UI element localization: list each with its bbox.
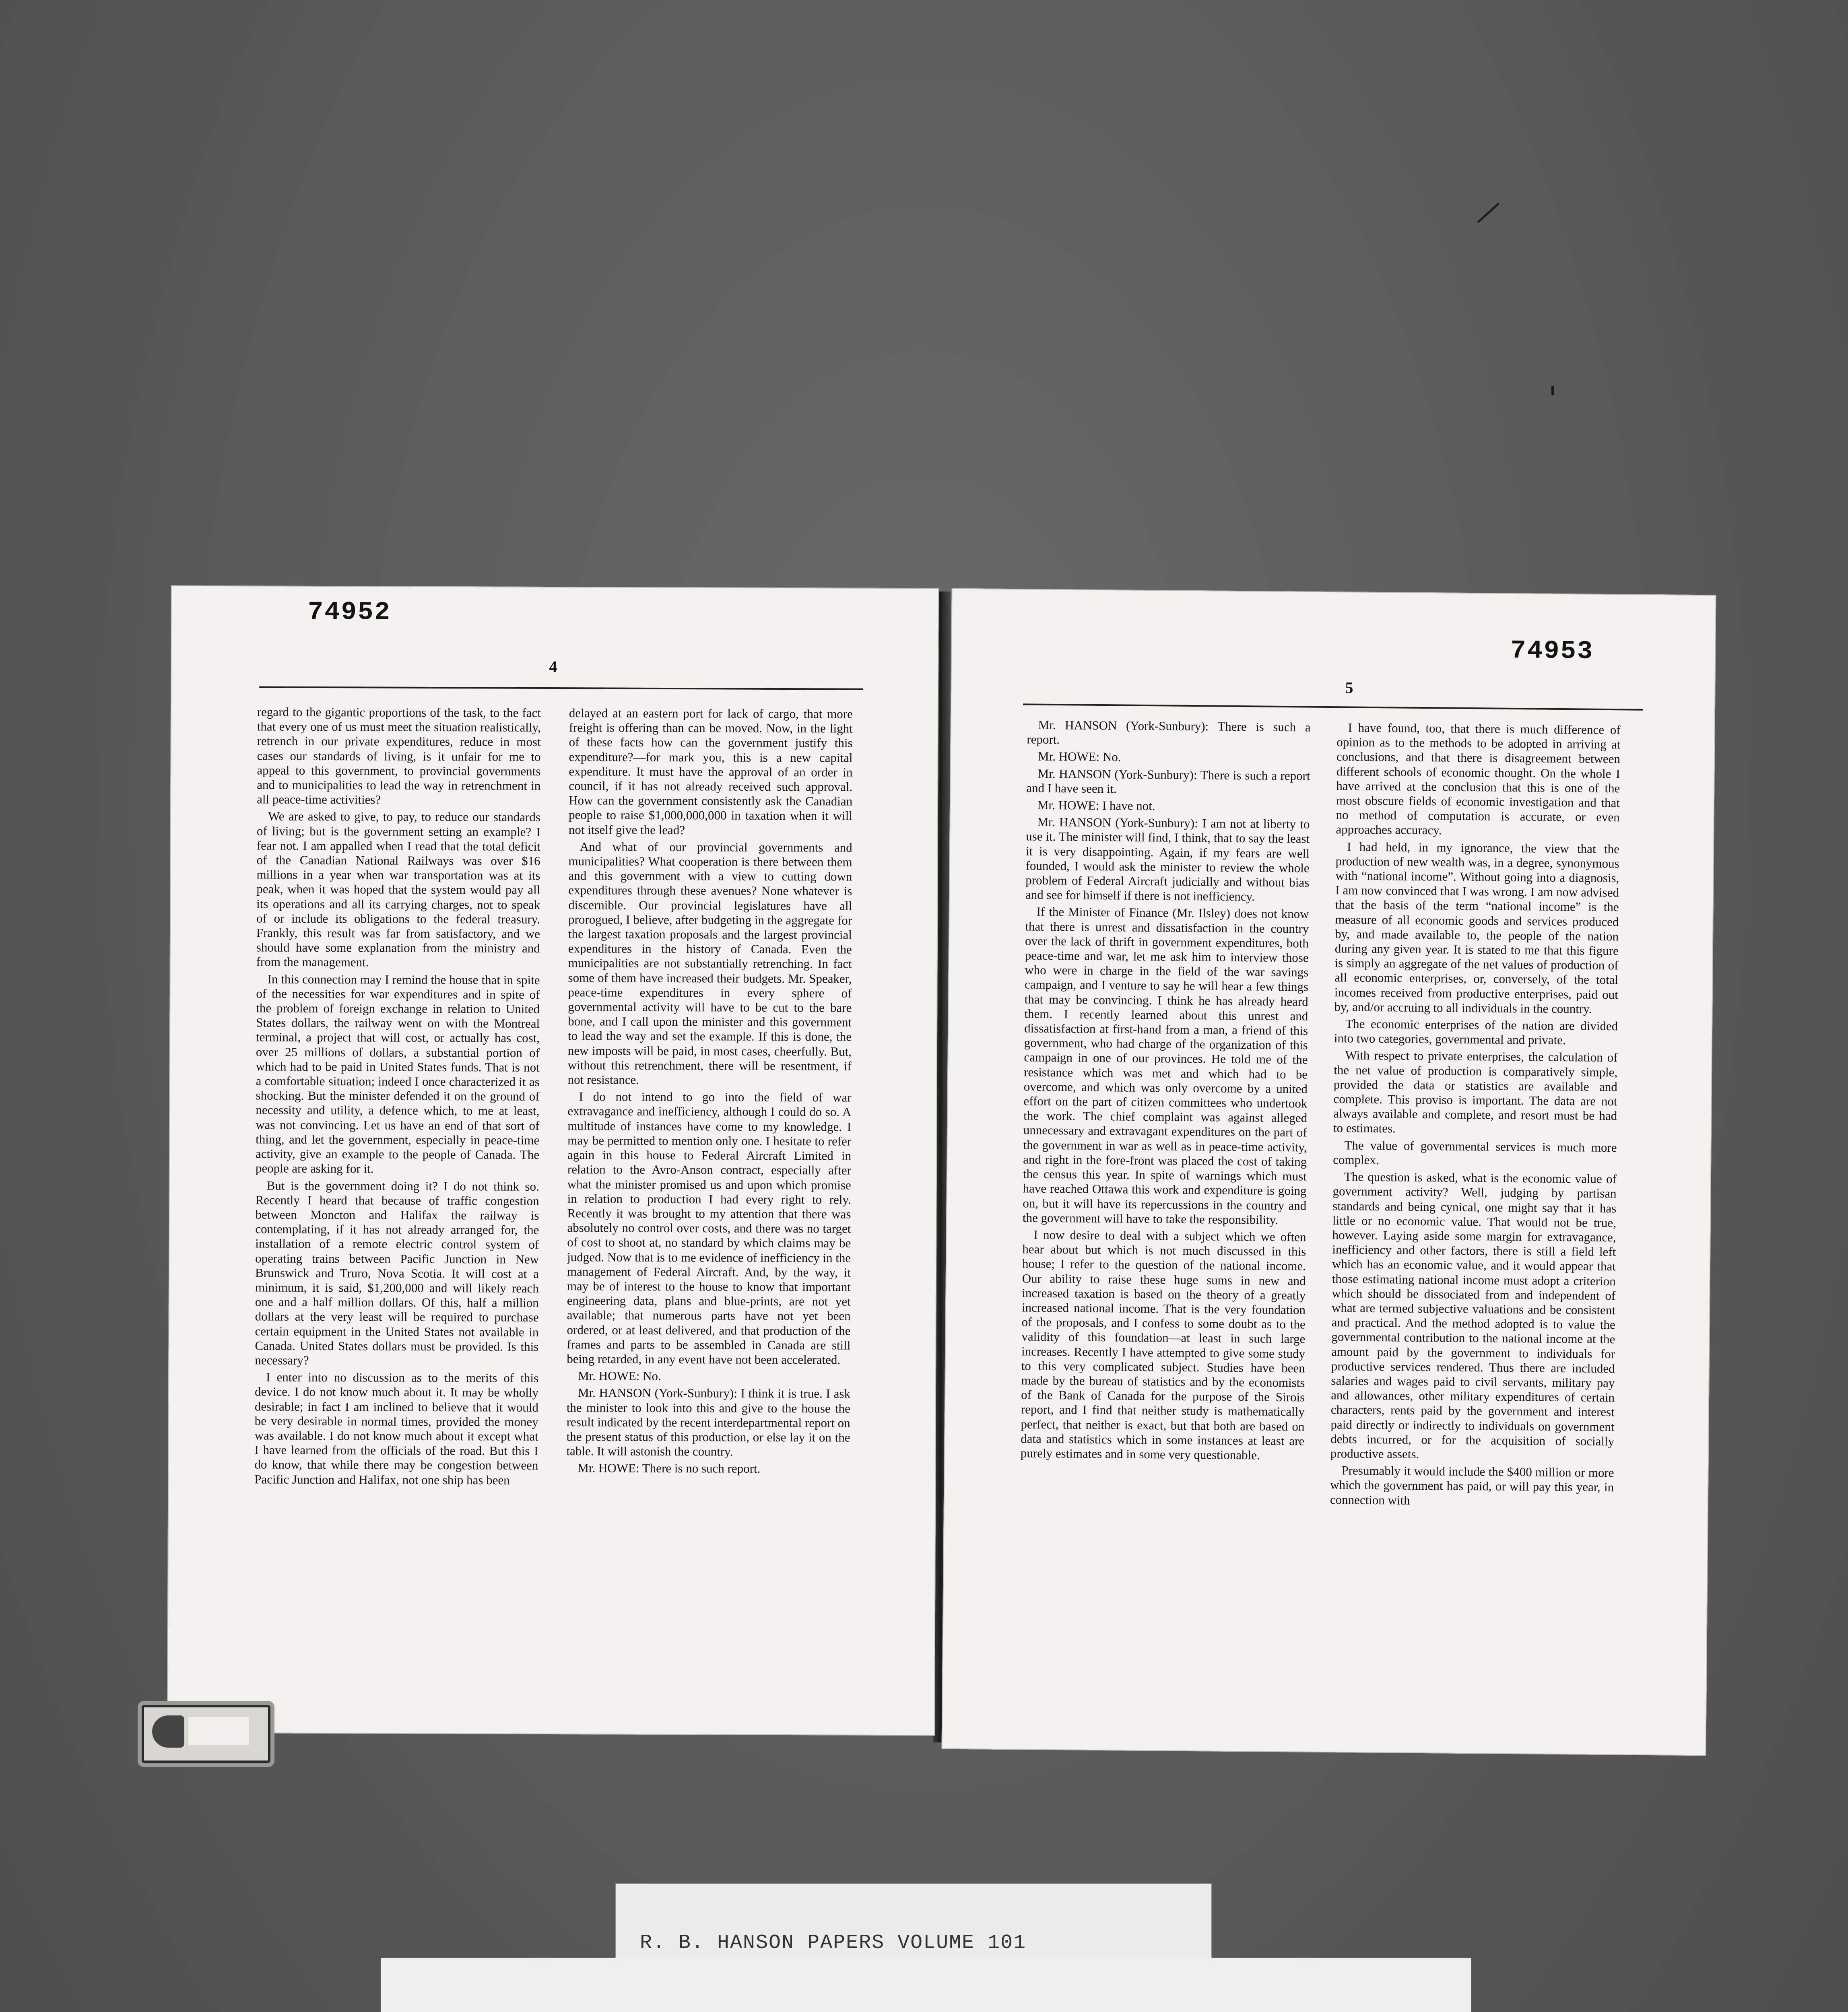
binder-clip — [142, 1705, 270, 1763]
paragraph: Mr. HANSON (York-Sunbury): There is such a report. — [1027, 717, 1311, 747]
page-stamp-number: 74953 — [1510, 636, 1594, 666]
paragraph: I had held, in my ignorance, the view that the production of new wealth was, in a degree, synonymous with “national income”. Without going into a diagnosis, I am now convinced that I was wrong. I am now advised that the basis of the term “national income” is the measure of all economic goods and services produced by, and made available to, the people of the nation during any given year. It is stated to me that this figure is simply an aggregate of the net values of production of all economic enterprises, or, conversely, of the total incomes received from productive enterprises, paid out by, and/or accruing to all individuals in the country. — [1334, 839, 1620, 1016]
page-stamp-number: 74952 — [307, 598, 391, 627]
header-rule — [259, 686, 863, 690]
paragraph: I now desire to deal with a subject which we often hear about but which is not much discussed in this house; I refer to the question of the national income. Our ability to raise these huge sums in new and increased taxation is based on the theory of a greatly increased national income. That is the very foundation of the proposals, and I confess to some doubt as to the validity of this foundation—at least in such large increases. Recently I have attempted to give some study to this very complicated subject. Studies have been made by the bureau of statistics and by the economists of the Bank of Canada for the purpose of the Sirois report, and I find that neither study is mathematically perfect, that neither is exact, but that both are based on data and statistics which in some instances at least are purely estimates and in some very questionable. — [1020, 1227, 1306, 1462]
paragraph: But is the government doing it? I do not think so. Recently I heard that because of traffic congestion between Moncton and Halifax the railway is contemplating, if it has not already arranged for, the installation of a remote electric control system of operating trains between Pacific Junction in New Brunswick and Truro, Nova Scotia. It will cost at a minimum, it is said, $1,200,000 and will likely reach one and a half million dollars. Of this, half a million dollars at the very least will be required to purchase certain equipment in the United States not available in Canada. United States dollars must be provided. Is this necessary? — [255, 1178, 539, 1367]
paragraph: Mr. HOWE: No. — [1037, 749, 1121, 764]
text-column-left — [1018, 717, 1311, 1718]
paragraph: Mr. HANSON (York-Sunbury): I think it is true. I ask the minister to look into this and give to the house the result indicated by the recent interdepartmental report on the present status of this production, or else lay it on the table. It will astonish the country. — [566, 1385, 851, 1459]
paragraph: Mr. HOWE: No. — [578, 1369, 661, 1383]
paragraph: The value of governmental services is much more complex. — [1333, 1138, 1617, 1167]
paragraph: I enter into no discussion as to the merits of this device. I do not know much about it. It may be wholly desirable; in fact I am inclined to believe that it would be very desirable in normal times, provided the money was available. I do not know much about it except what I have learned from the officials of the road. But this I do know, that while there may be congestion between Pacific Junction and Halifax, not one ship has been — [254, 1370, 539, 1487]
paragraph: Mr. HOWE: I have not. — [1037, 798, 1155, 813]
paragraph: The question is asked, what is the economic value of government activity? Well, judging by partisan standards and being cynical, one might say that it has little or no economic value. That would not be true, however. Laying aside some margin for extravagance, inefficiency and other factors, there is still a field left which has an economic value, and it would appear that those estimating national income must adopt a criterion which should be dissociated from and independent of what are termed subjective valuations and be consistent and practical. And the method adopted is to value the governmental contribution to the national income at the amount paid by the government to individuals for productive services rendered. Thus there are included salaries and wages paid to civil servants, military pay and allowances, other military expenditures of certain characters, rents paid by the government and interest paid directly or indirectly to individuals on government debts incurred, or for the acquisition of socially productive assets. — [1330, 1169, 1617, 1461]
clip-highlight — [188, 1717, 249, 1745]
paragraph: Mr. HANSON (York-Sunbury): There is such a report and I have seen it. — [1026, 766, 1310, 796]
paragraph: I do not intend to go into the field of war extravagance and inefficiency, although I could do so. A multitude of instances have come to my knowledge. I may be permitted to mention only one. I hesitate to refer again in this house to Federal Aircraft Limited in relation to the Avro-Anson contract, especially after what the minister promised us and upon which promise in relation to production I had every right to rely. Recently it was brought to my attention that there was absolutely no control over costs, and there was no target of cost to shoot at, no standard by which claims may be judged. Now that is to me evidence of inefficiency in the management of Federal Aircraft. And, by the way, it may be of interest to the house to know that important engineering data, plans and blue-prints, are not yet available; that numerous parts have not yet been ordered, or at least delivered, and that production of the frames and parts to be assembled in Canada are still being retarded, in any event have not been accelerated. — [567, 1089, 852, 1367]
paragraph: We are asked to give, to pay, to reduce our standards of living; but is the government setting an example? I fear not. I am appalled when I read that the total deficit of the Canadian National Railways was over $16 millions in a year when war transportation was at its peak, when it was hoped that the system would pay all its operations and all its carrying charges, not to speak of or include its obligations to the federal treasury. Frankly, this result was far from satisfactory, and we should have some explanation from the ministry and from the management. — [256, 809, 541, 969]
paragraph: regard to the gigantic proportions of the task, to the fact that every one of us must meet the situation realistically, retrench in our private expenditures, reduce in most cases our standards of living, is it unfair for me to appeal to this government, to provincial governments and to municipalities to lead the way in retrenchment in all peace-time activities? — [257, 705, 541, 807]
paragraph: I have found, too, that there is much difference of opinion as to the methods to be adopted in arriving at conclusions, and that there is disagreement between different schools of economic thought. On the whole I have arrived at the conclusion that this is one of the most obscure fields of economic investigation and that no method of computation is accurate, or even approaches accuracy. — [1336, 720, 1621, 837]
clip-shadow — [152, 1715, 184, 1748]
paragraph: delayed at an eastern port for lack of cargo, that more freight is offering than can be moved. Now, in the light of these facts how can the government justify this expenditure?—for mark you, this is a new capital expenditure. It must have the approval of an order in council, if it has not already received such approval. How can the government consistently ask the Canadian people to raise $1,000,000,000 in taxation when it will not itself give the lead? — [568, 706, 853, 837]
collection-label-text: R. B. HANSON PAPERS VOLUME 101 — [640, 1932, 1027, 1954]
right-page — [941, 588, 1716, 1756]
paragraph: Mr. HOWE: There is no such report. — [578, 1461, 761, 1476]
paragraph: In this connection may I remind the house that in spite of the necessities for war expenditures and in spite of the problem of foreign exchange in relation to United States dollars, the railway went on with the Montreal terminal, a project that will cost, or actually has cost, over 25 millions of dollars, a substantial portion of which had to be paid in United States funds. That is not a comfortable situation; indeed I once characterized it as shocking. But the minister defended it on the ground of necessity and utility, a defence which, to me at least, was not convincing. Let us have an end of that sort of thing, and let the government, especially in peace-time activity, give an example to the people of Canada. The people are asking for it. — [255, 972, 540, 1176]
header-rule — [1023, 703, 1643, 710]
paragraph: If the Minister of Finance (Mr. Ilsley) does not know that there is unrest and dissatisfaction in the country over the lack of thrift in government expenditures, both peace-time and war, let me ask him to interview those who were in charge in the field of the war savings campaign, and I venture to say he will hear a few things that may be convincing. I think he has already heard them. I recently learned about this unrest and dissatisfaction at first-hand from a man, a friend of this government, who had charge of the organization of this campaign in one of our provinces. He told me of the resistance which was met and which had to be overcome, and which was only overcome by a united effort on the part of citizen committees who undertook the work. The chief complaint was against alleged unnecessary and extravagant expenditures on the part of the government in war as well as in peace-time activity, and right in the fore-front was placed the cost of taking the census this year. In spite of warnings which must have reached Ottawa this work and expenditure is going on, but it will have its repercussions in the country and the government will have to take the responsibility. — [1022, 905, 1309, 1227]
text-column-left — [254, 705, 541, 1691]
page-number: 5 — [1345, 678, 1353, 697]
archive-card — [381, 1958, 1471, 2012]
page-number: 4 — [549, 657, 557, 676]
paragraph: Mr. HANSON (York-Sunbury): I am not at liberty to use it. The minister will find, I think, that to say the least it is very disappointing. Again, if my fears are well founded, I would ask the minister to review the whole problem of Federal Aircraft judicially and without bias and see for himself if there is not inefficiency. — [1025, 814, 1310, 904]
paragraph: And what of our provincial governments and municipalities? What cooperation is there between them and this government with a view to cutting down expenditures through these avenues? None whatever is discernible. Our provincial legislatures have all prorogued, I believe, after budgeting in the aggregate for the largest taxation proposals and the largest provincial expenditures in the history of Canada. Even the municipalities are not substantially retrenching. In fact some of them have increased their budgets. Mr. Speaker, peace-time expenditures in every sphere of governmental activity will have to be cut to the bare bone, and I call upon the minister and this government to lead the way and set the example. If this is done, the new imposts will be paid, in most cases, cheerfully. But, without this retrenchment, there will be resentment, if not resistance. — [567, 839, 852, 1087]
left-page — [167, 585, 939, 1736]
text-column-right — [1328, 720, 1621, 1721]
collection-label — [615, 1883, 1212, 1967]
paragraph: With respect to private enterprises, the calculation of the net value of production is comparatively simple, provided the data or statistics are available and complete. This proviso is important. The data are not always available and complete, and resort must be had to estimates. — [1333, 1048, 1618, 1136]
film-speck — [1551, 386, 1554, 395]
paragraph: The economic enterprises of the nation are divided into two categories, governmental and private. — [1334, 1016, 1618, 1047]
text-column-right — [565, 706, 853, 1692]
paragraph: Presumably it would include the $400 million or more which the government has paid, or will pay this year, in connection with — [1330, 1463, 1614, 1507]
